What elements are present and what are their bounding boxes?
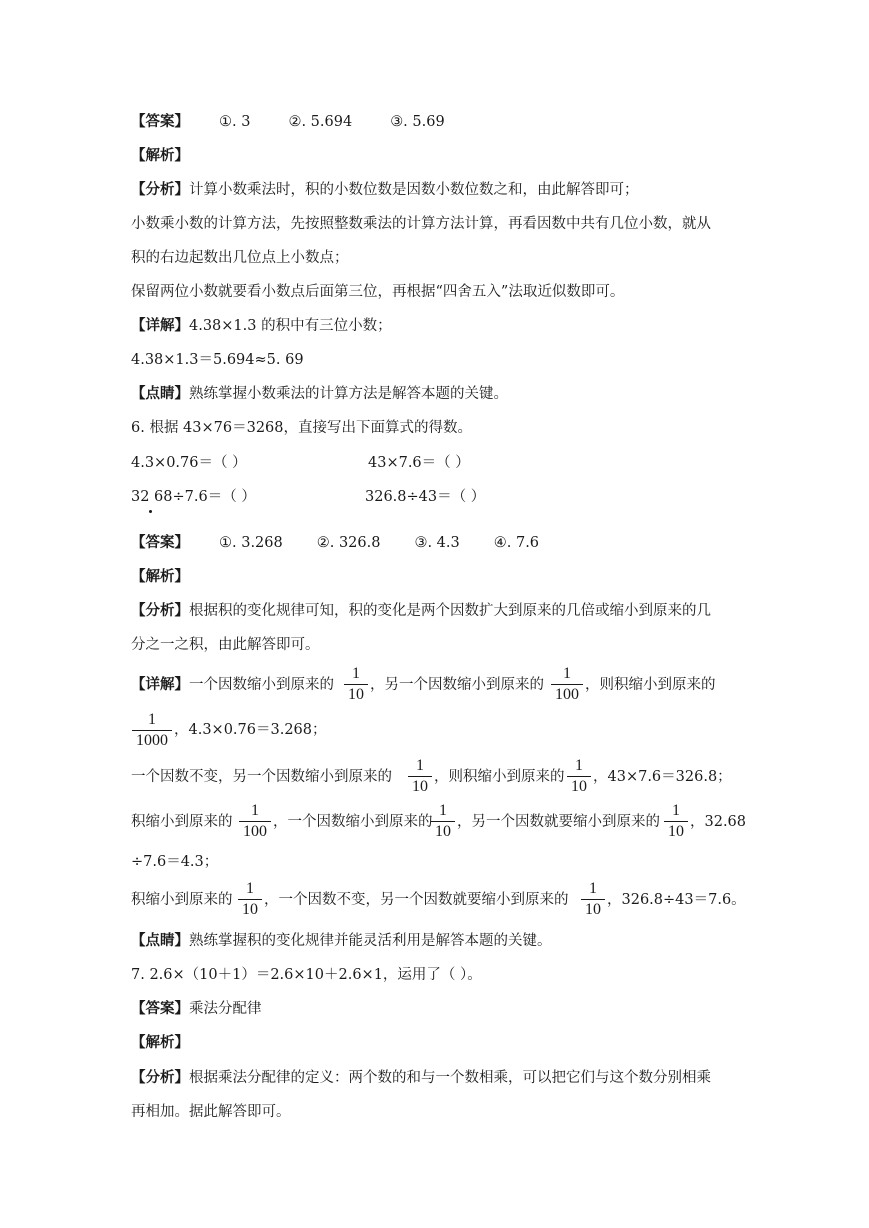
- fenxi-label: 【分析】: [131, 181, 189, 198]
- dianjing-label: 【点睛】: [131, 385, 189, 402]
- expression-4: 326.8÷43＝（ ）: [365, 489, 486, 505]
- detail-text: 【详解】一个因数缩小到原来的: [131, 676, 334, 693]
- detail-text: ，另一个因数缩小到原来的: [370, 677, 544, 693]
- detail-text: ，326.8÷43＝7.6。: [607, 892, 746, 908]
- detail-text: ，则积缩小到原来的: [434, 769, 565, 785]
- fenxi-text: 计算小数乘法时，积的小数位数是因数小数位数之和，由此解答即可；: [189, 182, 639, 198]
- fenxi-text: 根据积的变化规律可知，积的变化是两个因数扩大到原来的几倍或缩小到原来的几: [189, 603, 711, 619]
- analysis-heading: 【解析】: [131, 568, 189, 585]
- question-6: 6. 根据 43×76＝3268，直接写出下面算式的得数。: [131, 420, 473, 436]
- detail-text: ，一个因数缩小到原来的: [273, 814, 433, 830]
- dianjing-text: 熟练掌握小数乘法的计算方法是解答本题的关键。: [189, 386, 508, 402]
- analysis-heading: 【解析】: [131, 147, 189, 164]
- fraction: 1 100: [238, 801, 272, 842]
- fenxi-label: 【分析】: [131, 602, 189, 619]
- fraction: 1 10: [237, 879, 263, 920]
- fraction: 1 10: [430, 801, 456, 842]
- answer-item: ①. 3: [219, 114, 251, 130]
- detail-text: 积缩小到原来的: [131, 892, 233, 908]
- calculation-line: 4.38×1.3＝5.694≈5. 69: [131, 352, 304, 368]
- xiangjie-label: 【详解】: [131, 317, 189, 334]
- answer-label: 【答案】: [131, 113, 189, 130]
- question-7: 7. 2.6×（10＋1）＝2.6×10＋2.6×1，运用了（ ）。: [131, 967, 482, 983]
- detail-text: [131, 316, 392, 336]
- answer-item: ②. 5.694: [288, 114, 353, 130]
- dianjing-text: 熟练掌握积的变化规律并能灵活利用是解答本题的关键。: [189, 933, 552, 949]
- xiangjie-label: 【详解】: [131, 676, 189, 693]
- fraction: 1 10: [580, 879, 606, 920]
- answer-label: 【答案】: [131, 1000, 189, 1017]
- detail-text: ，另一个因数就要缩小到原来的: [457, 814, 660, 830]
- answer-line: [131, 999, 262, 1019]
- answer-line: [131, 533, 539, 553]
- detail-text: ，4.3×0.76＝3.268；: [174, 722, 327, 738]
- detail-text: ，43×7.6＝326.8；: [593, 769, 732, 785]
- analysis-text: [131, 601, 711, 621]
- analysis-text: 再相加。据此解答即可。: [131, 1104, 291, 1120]
- fraction: 1 10: [566, 756, 592, 797]
- fraction: 1 10: [343, 664, 369, 705]
- answer-label: 【答案】: [131, 534, 189, 551]
- rounding-text: 保留两位小数就要看小数点后面第三位，再根据“四舍五入”法取近似数即可。: [131, 284, 625, 300]
- detail-text: ，则积缩小到原来的: [585, 677, 716, 693]
- answer-text: 乘法分配律: [189, 1001, 262, 1017]
- method-text: 小数乘小数的计算方法，先按照整数乘法的计算方法计算，再看因数中共有几位小数，就从: [131, 216, 711, 232]
- answer-item: ①. 3.268: [219, 535, 283, 551]
- answer-item: ③. 5.69: [390, 114, 445, 130]
- detail-text: ÷7.6＝4.3；: [131, 854, 219, 870]
- detail-text: ，32.68: [690, 814, 747, 830]
- answer-item: ③. 4.3: [414, 535, 460, 551]
- answer-item: ②. 326.8: [316, 535, 381, 551]
- emphasis-dot: [149, 510, 152, 513]
- fenxi-text: 根据乘法分配律的定义：两个数的和与一个数相乘，可以把它们与这个数分别相乘: [189, 1070, 711, 1086]
- fenxi-label: 【分析】: [131, 1069, 189, 1086]
- expression-1: 4.3×0.76＝（ ）: [131, 455, 247, 471]
- detail-text: ，一个因数不变，另一个因数就要缩小到原来的: [264, 892, 569, 908]
- answer-item: ④. 7.6: [493, 535, 540, 551]
- fraction: 1 10: [663, 801, 689, 842]
- dianjing-label: 【点睛】: [131, 932, 189, 949]
- fraction: 1 100: [550, 664, 584, 705]
- method-text: 积的右边起数出几位点上小数点；: [131, 250, 349, 266]
- expression-2: 43×7.6＝（ ）: [368, 455, 470, 471]
- analysis-text: [131, 1068, 711, 1088]
- key-point: [131, 384, 508, 404]
- detail-text: 积缩小到原来的: [131, 814, 233, 830]
- fraction: 1 1000: [131, 710, 173, 751]
- answer-line: [131, 112, 445, 132]
- fraction: 1 10: [407, 756, 433, 797]
- xiangjie-text: 4.38×1.3 的积中有三位小数；: [189, 318, 392, 334]
- expression-3: 32 68÷7.6＝（ ）: [131, 489, 256, 505]
- key-point: [131, 931, 552, 951]
- analysis-text: [131, 180, 639, 200]
- analysis-heading: 【解析】: [131, 1034, 189, 1051]
- detail-text: 一个因数不变，另一个因数缩小到原来的: [131, 769, 392, 785]
- analysis-text: 分之一之积，由此解答即可。: [131, 637, 320, 653]
